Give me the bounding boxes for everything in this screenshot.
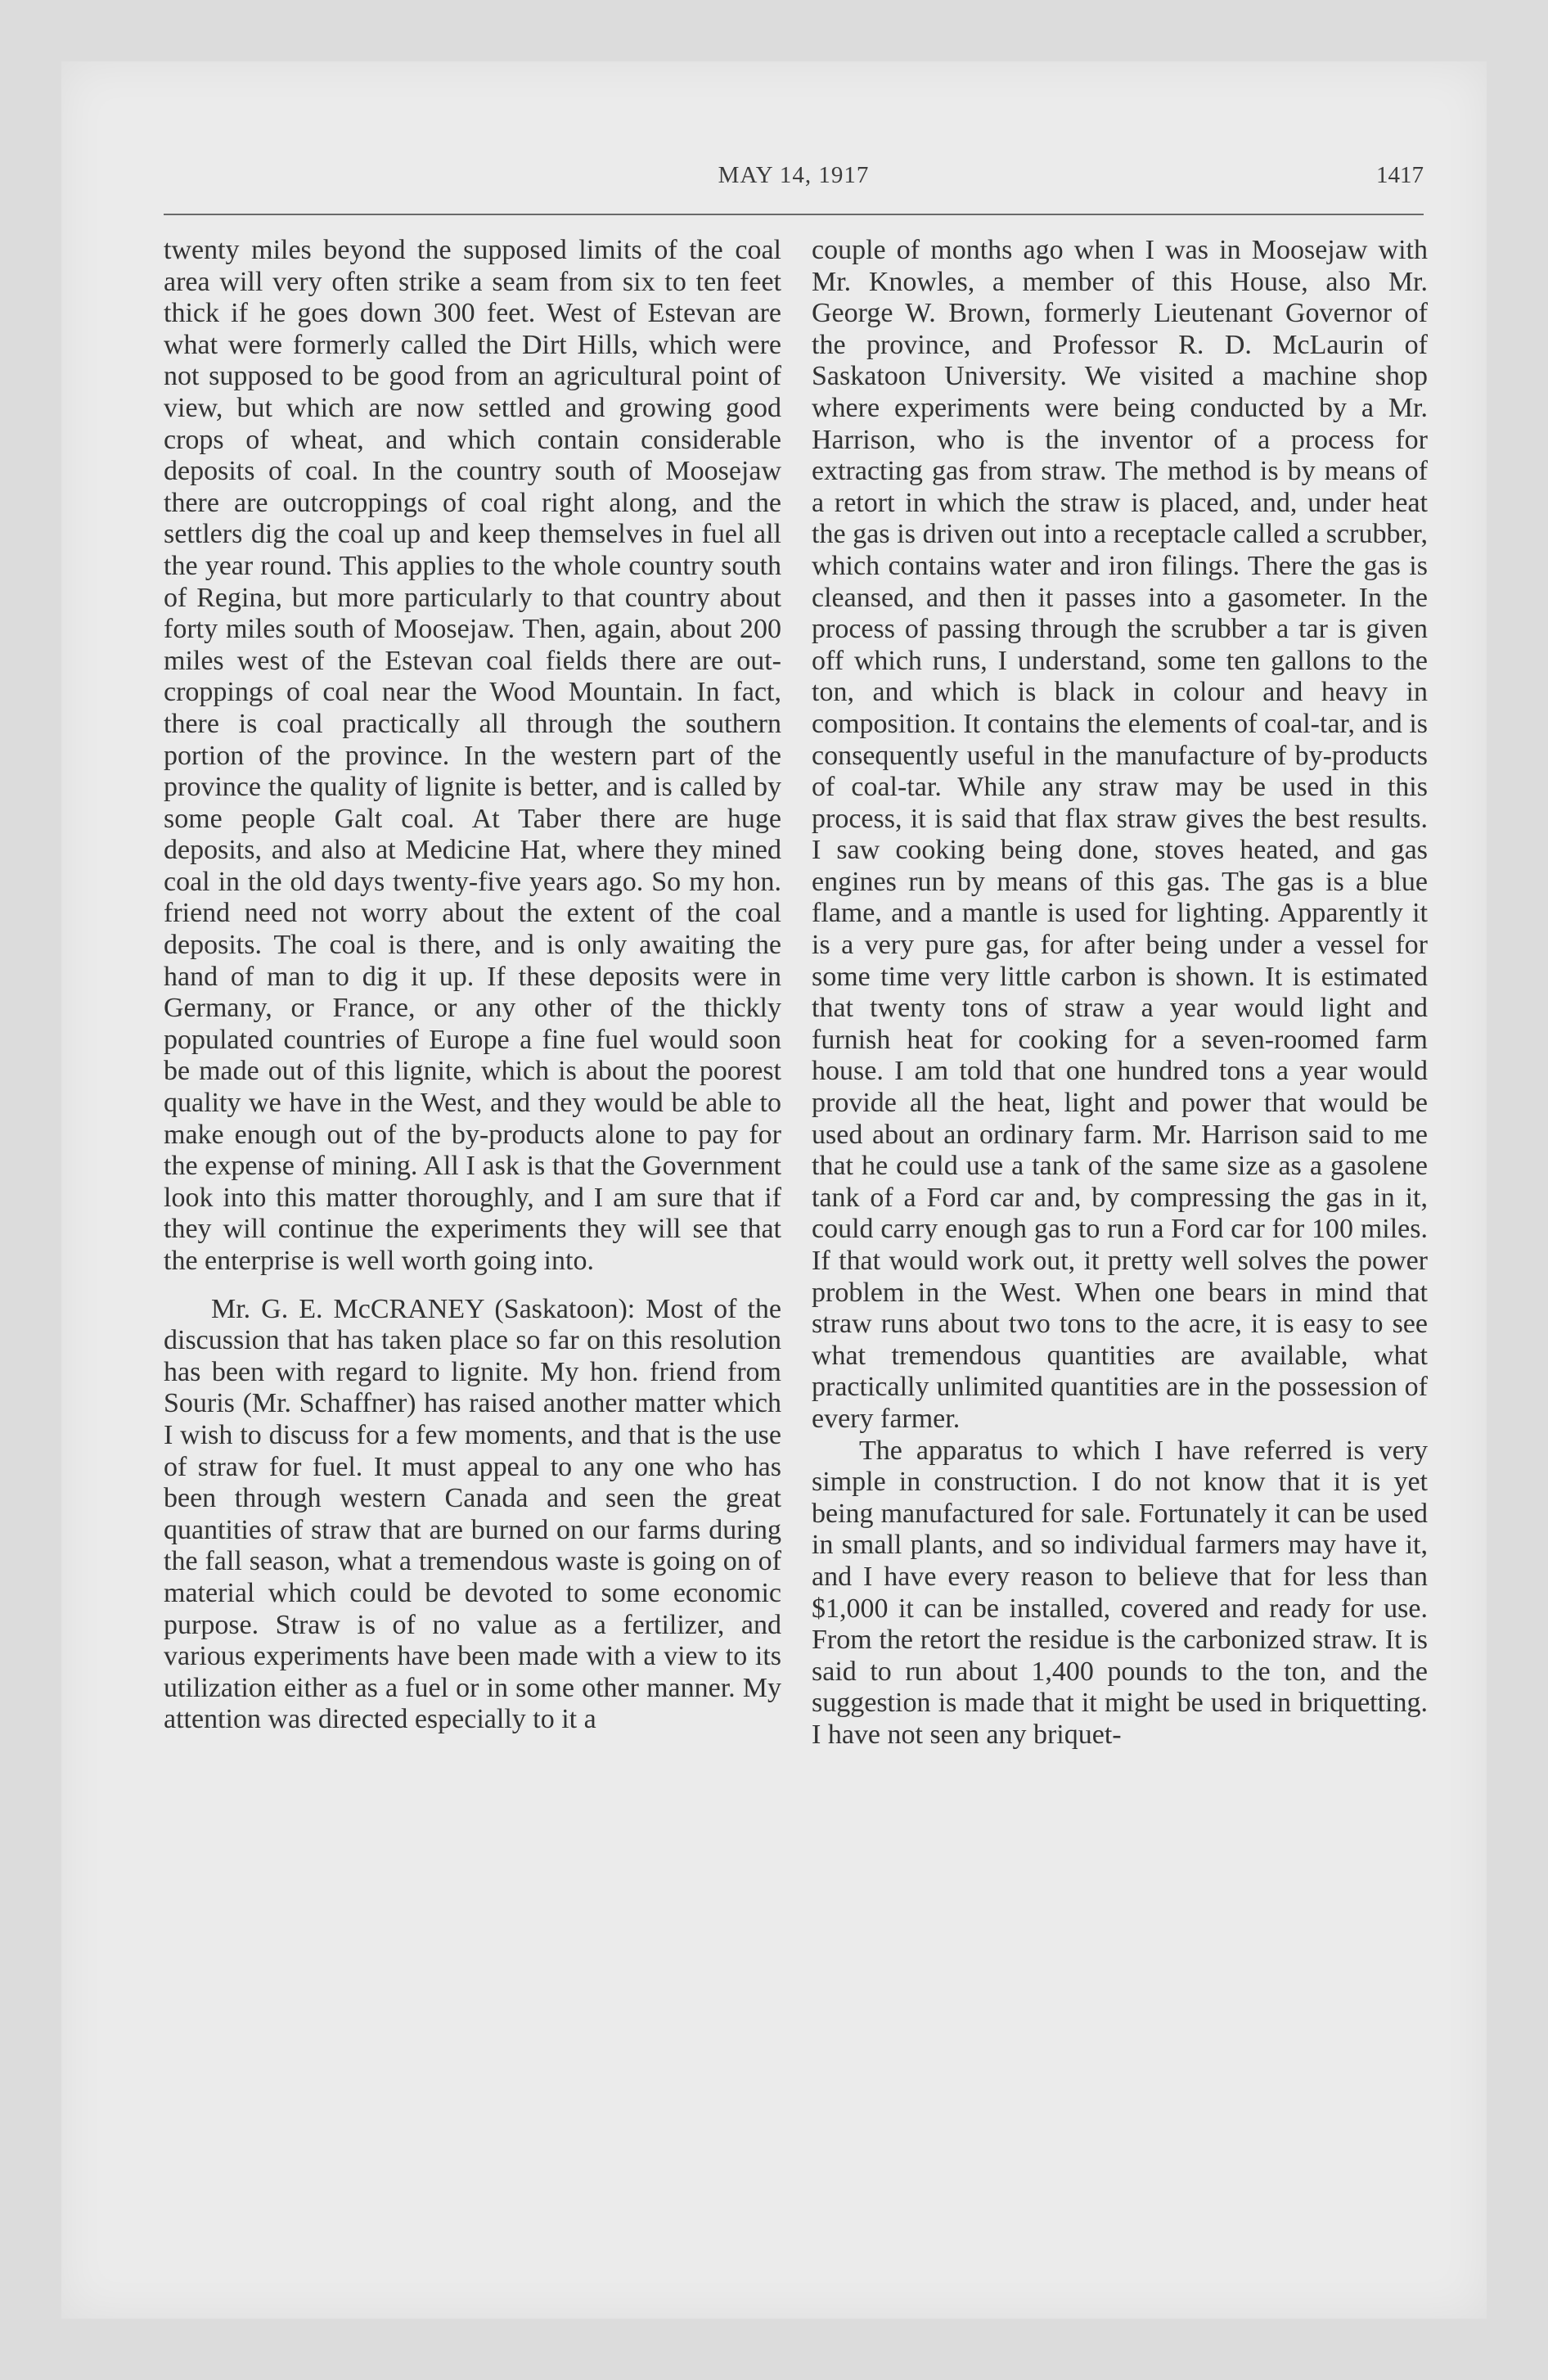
right-column xyxy=(812,235,1428,1751)
header-rule xyxy=(164,214,1424,215)
header-date: MAY 14, 1917 xyxy=(718,162,870,188)
left-paragraph-1: twenty miles beyond the supposed limits of the coal area will very often strike a seam from six to ten feet thick if he goes down 300 feet. West of Estevan are what were formerly called the Dirt Hills, which were not supposed to be good from an agricultural point of view, but which are now settled and growing good crops of wheat, and which contain considerable deposits of coal. In the country south of Moosejaw there are outcroppings of coal right along, and the settlers dig the coal up and keep themselves in fuel all the year round. This applies to the whole country south of Regina, but more particularly to that country about forty miles south of Moosejaw. Then, again, about 200 miles west of the Estevan coal fields there are out-croppings of coal near the Wood Mountain. In fact, there is coal practically all through the southern portion of the province. In the western part of the province the quality of lignite is better, and is called by some people Galt coal. At Taber there are huge deposits, and also at Medicine Hat, where they mined coal in the old days twenty-five years ago. So my hon. friend need not worry about the extent of the coal deposits. The coal is there, and is only awaiting the hand of man to dig it up. If these deposits were in Germany, or France, or any other of the thickly populated countries of Europe a fine fuel would soon be made out of this lignite, which is about the poorest quality we have in the West, and they would be able to make enough out of the by-products alone to pay for the expense of mining. All I ask is that the Government look into this matter thoroughly, and I am sure that if they will continue the experiments they will see that the enterprise is well worth going into. xyxy=(164,235,781,1276)
left-column xyxy=(164,235,781,1736)
left-paragraph-2: Mr. G. E. McCRANEY (Saskatoon): Most of the discussion that has taken place so far on this resolution has been with regard to lignite. My hon. friend from Souris (Mr. Schaffner) has raised another matter which I wish to discuss for a few moments, and that is the use of straw for fuel. It must appeal to any one who has been through western Canada and seen the great quantities of straw that are burned on our farms during the fall season, what a tremendous waste is going on of material which could be devoted to some economic purpose. Straw is of no value as a fertilizer, and various experiments have been made with a view to its utilization either as a fuel or in some other manner. My attention was directed especially to it a xyxy=(164,1293,781,1735)
document-page xyxy=(61,61,1487,2319)
page-header xyxy=(164,156,1424,205)
page-number: 1417 xyxy=(1376,162,1424,188)
right-paragraph-2: The apparatus to which I have referred is very simple in construction. I do not know that it is yet being manufactured for sale. Fortunately it can be used in small plants, and so individual farmers may have it, and I have every reason to believe that for less than $1,000 it can be installed, covered and ready for use. From the retort the residue is the carbonized straw. It is said to run about 1,400 pounds to the ton, and the suggestion is made that it might be used in briquetting. I have not seen any briquet- xyxy=(812,1435,1428,1750)
right-paragraph-1: couple of months ago when I was in Moosejaw with Mr. Knowles, a member of this House, also Mr. George W. Brown, formerly Lieutenant Governor of the province, and Professor R. D. McLaurin of Saskatoon University. We visited a machine shop where experiments were being conducted by a Mr. Harrison, who is the inventor of a process for extracting gas from straw. The method is by means of a retort in which the straw is placed, and, under heat the gas is driven out into a receptacle called a scrubber, which contains water and iron filings. There the gas is cleansed, and then it passes into a gasometer. In the process of passing through the scrubber a tar is given off which runs, I understand, some ten gallons to the ton, and which is black in colour and heavy in composition. It contains the elements of coal-tar, and is consequently useful in the manufacture of by-products of coal-tar. While any straw may be used in this process, it is said that flax straw gives the best results. I saw cooking being done, stoves heated, and gas engines run by means of this gas. The gas is a blue flame, and a mantle is used for lighting. Apparently it is a very pure gas, for after being under a vessel for some time very little carbon is shown. It is estimated that twenty tons of straw a year would light and furnish heat for cooking for a seven-roomed farm house. I am told that one hundred tons a year would provide all the heat, light and power that would be used about an ordinary farm. Mr. Harrison said to me that he could use a tank of the same size as a gasolene tank of a Ford car and, by compressing the gas in it, could carry enough gas to run a Ford car for 100 miles. If that would work out, it pretty well solves the power problem in the West. When one bears in mind that straw runs about two tons to the acre, it is easy to see what tremendous quantities are available, what practically unlimited quantities are in the possession of every farmer. xyxy=(812,235,1428,1434)
